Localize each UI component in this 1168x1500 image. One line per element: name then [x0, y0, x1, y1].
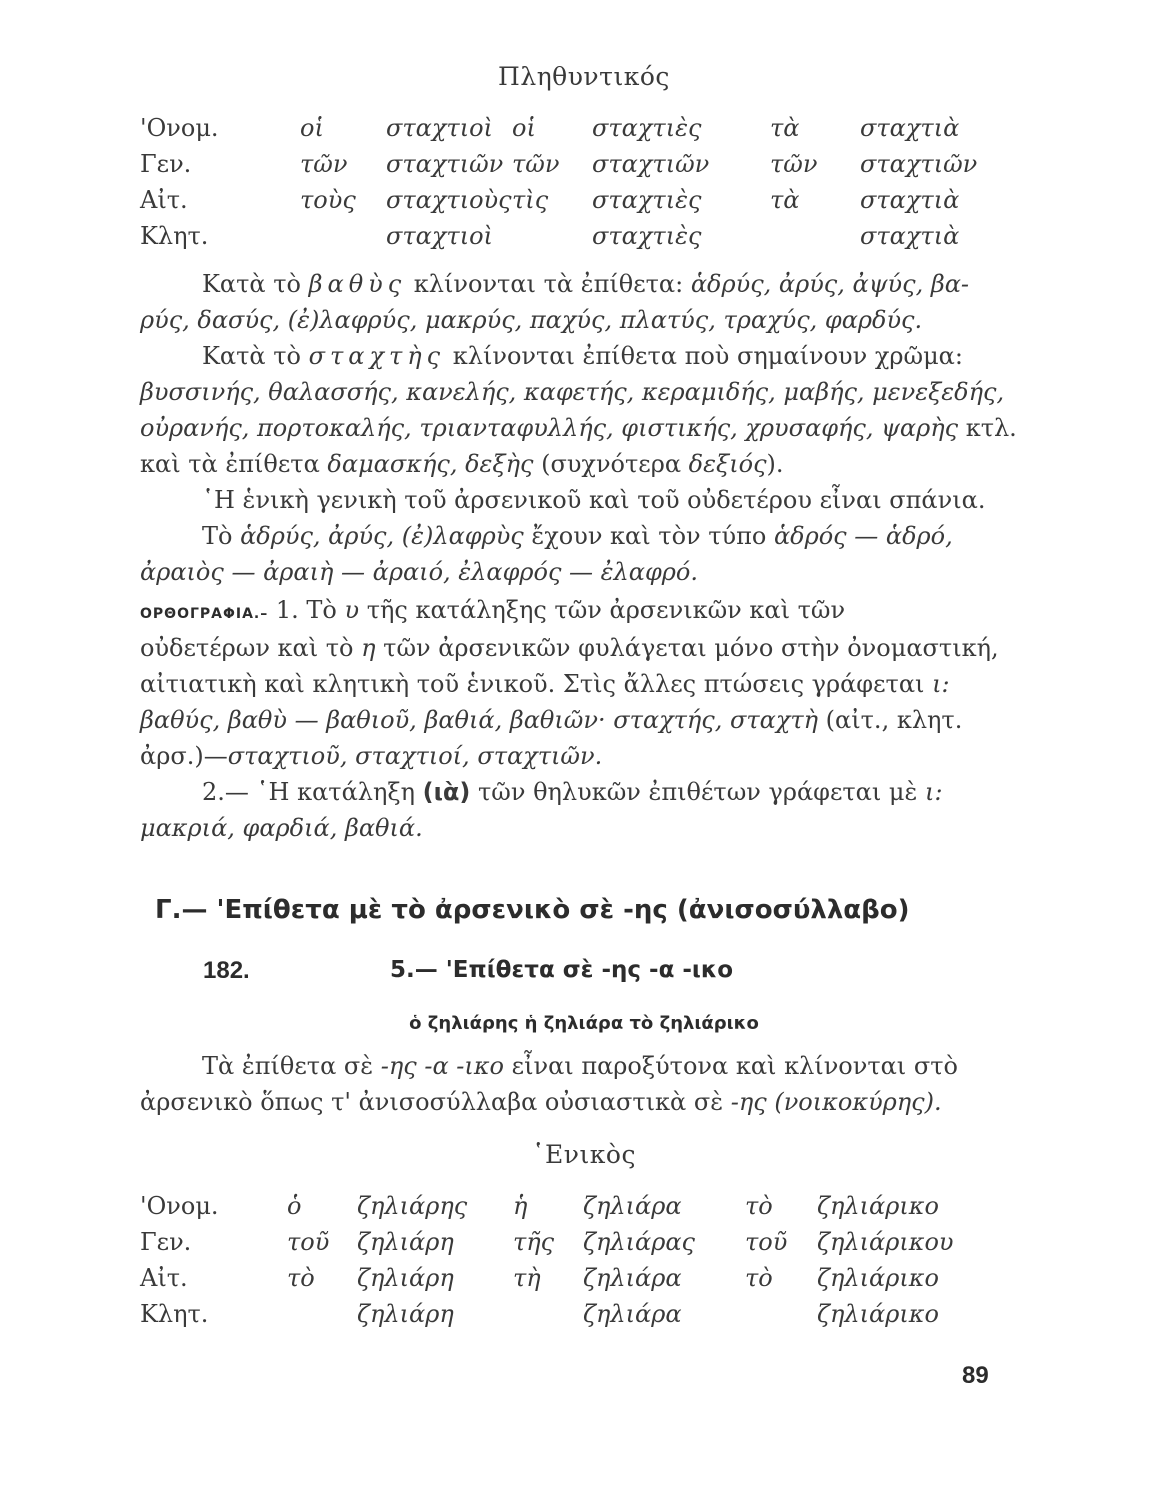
table-cell: σταχτιοὺς	[386, 186, 512, 214]
table-cell: ζηλιάρικο	[817, 1192, 939, 1220]
text: αἰτιατικὴ καὶ κλητικὴ τοῦ ἑνικοῦ. Στὶς ἄλλες πτώσεις γράφεται	[140, 670, 933, 698]
text: -ης -α -ικο	[380, 1052, 505, 1080]
case-label: Γεν.	[140, 150, 192, 178]
table-cell: σταχτιὰ	[860, 222, 960, 250]
orthography-line-5	[140, 742, 602, 770]
table-cell: σταχτιὲς	[592, 222, 702, 250]
plural-declension-table	[0, 114, 1168, 264]
case-label: Κλητ.	[140, 1300, 209, 1328]
table-cell: ζηλιάρικο	[817, 1300, 939, 1328]
table-cell: ζηλιάρα	[583, 1300, 682, 1328]
table-cell: τὰ	[770, 114, 800, 142]
table-cell: ἡ	[513, 1192, 528, 1220]
case-label: 'Ονομ.	[140, 114, 219, 142]
table-cell: οἱ	[512, 114, 536, 142]
table-cell: σταχτιὰ	[860, 114, 960, 142]
text: ἀρσ.)—	[140, 742, 228, 770]
table-cell: σταχτιῶν	[860, 150, 978, 178]
case-label: Αἰτ.	[140, 186, 188, 214]
text: κτλ.	[958, 414, 1017, 442]
text: ι:	[932, 670, 950, 698]
text: 1. Τὸ	[275, 596, 345, 624]
orthography-line-4	[140, 706, 962, 734]
text: οὐρανής, πορτοκαλής, τριανταφυλλής, φιστικής, χρυσαφής, ψαρὴς	[140, 414, 959, 442]
text: (συχνότερα	[533, 450, 689, 478]
table-cell: τὶς	[512, 186, 549, 214]
text: βαθύς, βαθὺ — βαθιοῦ, βαθιά, βαθιῶν· σταχτής, σταχτὴ	[140, 706, 819, 734]
case-label: Κλητ.	[140, 222, 209, 250]
paragraph-genitive: ῾Η ἑνικὴ γενικὴ τοῦ ἀρσενικοῦ καὶ τοῦ οὐδετέρου εἶναι σπάνια.	[202, 486, 986, 514]
table-cell: σταχτιῶν	[386, 150, 504, 178]
text: τῶν ἀρσενικῶν φυλάγεται μόνο στὴν ὀνομαστική,	[375, 634, 999, 662]
orthography-line-7: μακριά, φαρδιά, βαθιά.	[140, 814, 423, 842]
section-heading: Γ.— 'Επίθετα μὲ τὸ ἀρσενικὸ σὲ -ης (ἀνισοσύλλαβο)	[155, 895, 910, 925]
table-cell: ζηλιάρα	[583, 1192, 682, 1220]
table-cell: τὰ	[770, 186, 800, 214]
table-cell: τῶν	[512, 150, 560, 178]
paragraph-paroxytone-line-1	[202, 1052, 958, 1080]
table-cell: τῶν	[770, 150, 818, 178]
text: σταχτιοῦ, σταχτιοί, σταχτιῶν.	[227, 742, 603, 770]
text: τῶν θηλυκῶν ἐπιθέτων γράφεται μὲ	[470, 778, 926, 806]
table-cell: ζηλιάρας	[583, 1228, 695, 1256]
table-cell: τῆς	[513, 1228, 555, 1256]
keyword-bathys: βαθὺς	[308, 270, 407, 298]
table-cell: τὸ	[745, 1192, 773, 1220]
table-cell: σταχτιὲς	[592, 114, 702, 142]
text: η	[361, 634, 376, 662]
table-cell: ζηλιάρη	[357, 1264, 454, 1292]
text: ἔχουν καὶ τὸν τύπο	[523, 522, 774, 550]
paragraph-bathys-line-1	[202, 270, 969, 298]
text: κλίνονται ἐπίθετα ποὺ σημαίνουν χρῶμα:	[445, 342, 963, 370]
singular-declension-table	[0, 1192, 1168, 1342]
text: εἶναι παροξύτονα καὶ κλίνονται στὸ	[504, 1052, 958, 1080]
text: 2.— ῾Η κατάληξη	[202, 778, 423, 806]
case-label: Γεν.	[140, 1228, 192, 1256]
orthography-line-1	[140, 596, 845, 624]
orthography-line-6	[202, 778, 943, 806]
text: ἀρσενικὸ ὅπως τ' ἀνισοσύλλαβα οὐσιαστικὰ σὲ	[140, 1088, 731, 1116]
text: οὐδετέρων καὶ τὸ	[140, 634, 362, 662]
plural-title: Πληθυντικός	[498, 62, 670, 91]
table-cell: οἱ	[300, 114, 324, 142]
text: Τὸ	[202, 522, 241, 550]
paragraph-bathys-line-2: ρύς, δασύς, (ἐ)λαφρύς, μακρύς, παχύς, πλατύς, τραχύς, φαρδύς.	[140, 306, 923, 334]
text: ).	[766, 450, 784, 478]
adjective-list: ἁδρύς, ἀρύς, ἀψύς, βα-	[690, 270, 970, 298]
paragraph-staxtis-line-3	[140, 414, 1017, 442]
table-cell: τὸ	[745, 1264, 773, 1292]
table-cell: ὁ	[287, 1192, 302, 1220]
case-label: Αἰτ.	[140, 1264, 188, 1292]
text: ι:	[925, 778, 943, 806]
text: (ιὰ)	[422, 778, 471, 806]
text: (αἰτ., κλητ.	[818, 706, 963, 734]
table-cell: ζηλιάρικο	[817, 1264, 939, 1292]
orthography-line-3	[140, 670, 950, 698]
text: κλίνονται τὰ ἐπίθετα:	[406, 270, 691, 298]
text: Τὰ ἐπίθετα σὲ	[202, 1052, 381, 1080]
table-cell: ζηλιάρα	[583, 1264, 682, 1292]
text: τῆς κατάληξης τῶν ἀρσενικῶν καὶ τῶν	[359, 596, 846, 624]
paragraph-paroxytone-line-2	[140, 1088, 942, 1116]
orthography-label: ΟΡΘΟΓΡΑΦΙΑ.–	[140, 606, 269, 622]
text: ἁδρύς, ἀρύς, (ἐ)λαφρὺς	[240, 522, 524, 550]
table-cell: τοῦ	[287, 1228, 330, 1256]
table-cell: ζηλιάρη	[357, 1228, 454, 1256]
table-cell: σταχτιῶν	[592, 150, 710, 178]
paragraph-forms-line-1	[202, 522, 953, 550]
text: καὶ τὰ ἐπίθετα	[140, 450, 328, 478]
text: ἁδρός — ἁδρό,	[773, 522, 953, 550]
text: Κατὰ τὸ	[202, 342, 309, 370]
case-label: 'Ονομ.	[140, 1192, 219, 1220]
singular-title: ῾Ενικὸς	[532, 1140, 636, 1169]
text: Κατὰ τὸ	[202, 270, 309, 298]
forms-line: ὁ ζηλιάρης ἡ ζηλιάρα τὸ ζηλιάρικο	[409, 1013, 759, 1034]
text: δαμασκής, δεξὴς	[327, 450, 534, 478]
table-cell: τῶν	[300, 150, 348, 178]
table-cell: τοὺς	[300, 186, 356, 214]
table-cell: σταχτιοὶ	[386, 222, 493, 250]
table-cell: σταχτιοὶ	[386, 114, 493, 142]
keyword-staxtis: σταχτὴς	[308, 342, 446, 370]
table-cell: τοῦ	[745, 1228, 788, 1256]
orthography-line-2	[140, 634, 999, 662]
text: -ης (νοικοκύρης).	[730, 1088, 942, 1116]
table-cell: τὴ	[513, 1264, 541, 1292]
paragraph-staxtis-line-1	[202, 342, 963, 370]
paragraph-number: 182.	[203, 957, 250, 984]
table-cell: τὸ	[287, 1264, 315, 1292]
table-cell: ζηλιάρικου	[817, 1228, 954, 1256]
table-cell: ζηλιάρης	[357, 1192, 468, 1220]
paragraph-staxtis-line-4	[140, 450, 784, 478]
table-cell: ζηλιάρη	[357, 1300, 454, 1328]
paragraph-staxtis-line-2: βυσσινής, θαλασσής, κανελής, καφετής, κεραμιδής, μαβής, μενεξεδής,	[140, 378, 1005, 406]
page-number: 89	[962, 1362, 989, 1389]
paragraph-forms-line-2: ἀραιὸς — ἀραιὴ — ἀραιό, ἐλαφρός — ἐλαφρό.	[140, 558, 698, 586]
table-cell: σταχτιὰ	[860, 186, 960, 214]
table-cell: σταχτιὲς	[592, 186, 702, 214]
text: υ	[344, 596, 360, 624]
text: δεξιός	[688, 450, 767, 478]
subheading: 5.— 'Επίθετα σὲ -ης -α -ικο	[390, 957, 734, 983]
